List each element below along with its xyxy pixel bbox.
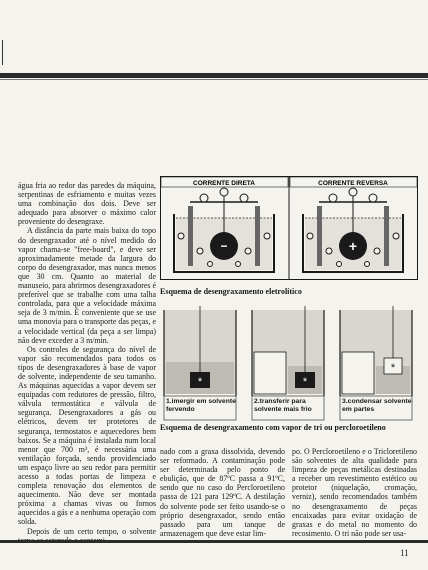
figure-vapor <box>160 306 418 433</box>
tank-step-2 <box>252 306 324 396</box>
paragraph: Os controles de segurança do nível de vapor são recomendados para todos os tipos de desengraxadores à base de vapor de solvente, independente de seu tamanho. As máquinas aquecidas a vapor devem ser equipadas com redutores de pressão, filtro, válvula termostática e válvula de segurança. Desengraxadores a gás ou elétricos, devem ter protetores de segurança, termostatos e aquecedores bem baixos. Se a máquina é instalada num local menor que 700 m³, é necessária uma ventilação forçada, sendo providenciado um espaço livre ao seu redor para permitir acesso a todas portas de limpeza e completa renovação dos elementos de aquecimento. Não deve ser montada próxima a chamas vivas ou fornos aquecidos a gás e a nenhuma operação com solda. <box>18 344 156 527</box>
svg-text:*: * <box>197 376 203 388</box>
step-2-label: 2.transferir para solvente mais frio <box>254 398 312 413</box>
svg-text:*: * <box>390 362 396 374</box>
page-number: 11 <box>400 548 409 558</box>
paragraph: po. O Percloroetileno e o Tricloretileno são solventes de alta qualidade para limpeza de peças metálicas destinadas a receber um revestimento estético ou protetor (niquelação, cromação, verniz), sendo recomendados também no desengraxamento de peças encaixadas para evitar oxidação de graxas e do metal no momento do recosimento. O tri não pode ser usa- <box>292 447 417 538</box>
step-3-label: 3.condensar solvente em partes <box>342 398 412 413</box>
paragraph: água fria ao redor das paredes da máquina, serpentinas de esfriamento e muitas vezes uma combinação dos dois. Deve ser adequado para absorver o máximo calor proveniente do desengraxe. <box>18 181 156 227</box>
paragraph: Depois de um certo tempo, o solvente <box>27 526 156 536</box>
tank-reverse <box>303 188 403 272</box>
bottom-rule <box>0 540 428 543</box>
tank-step-3 <box>340 306 412 396</box>
svg-text:−: − <box>220 239 228 253</box>
bottom-column-1 <box>160 447 285 538</box>
figure1-caption: Esquema de desengraxamento eletrolítico <box>160 287 302 296</box>
top-rule <box>0 73 428 78</box>
tank-step-1 <box>164 306 236 396</box>
tank-direct <box>174 188 274 272</box>
label-reverse: CORRENTE REVERSA <box>318 180 388 187</box>
figure-electrolytic <box>160 176 418 296</box>
label-direct: CORRENTE DIRETA <box>193 180 255 187</box>
step-1-label: 1.imergir em solvente fervendo <box>166 398 236 413</box>
bottom-column-2 <box>292 447 417 538</box>
svg-text:+: + <box>348 238 358 254</box>
svg-text:*: * <box>302 376 308 388</box>
electrolytic-diagram <box>160 176 418 280</box>
paragraph: nado com a graxa dissolvida, devendo ser reformado. A contaminação pode ser determinada pelo ponto de ebulição, que de 87ºC passa a 91ºC, sendo que no caso do Percloroetileno passa de 121 para 129ºC. A destilação do solvente pode ser feito usando-se o próprio desengraxador, sendo então passado para um tanque de armazenagem que deve estar lim- <box>160 447 285 538</box>
left-column-text <box>18 181 156 545</box>
figure2-caption: Esquema de desengraxamento com vapor de tri ou percloroetileno <box>160 423 386 432</box>
paragraph: A distância da parte mais baixa do topo do desengraxador até o nível medido do vapor chama-se "free-board", e deve ser aproximadamente metade da largura do corpo do desengraxador, mas nunca menos que 30 cm. Quanto ao material de manuseio, para abrirmos desengraxadores é preferível que se trabalhe com uma talha controlada, para que a velocidade máxima seja de 3 m/min. É conveniente que se use uma monovia para o transporte das peças, e a velocidade vertical (da peça a ser limpa) não deve exceder a 3 m/min. <box>18 226 156 345</box>
top-rule-thin <box>0 79 428 80</box>
edge-mark <box>2 40 3 65</box>
